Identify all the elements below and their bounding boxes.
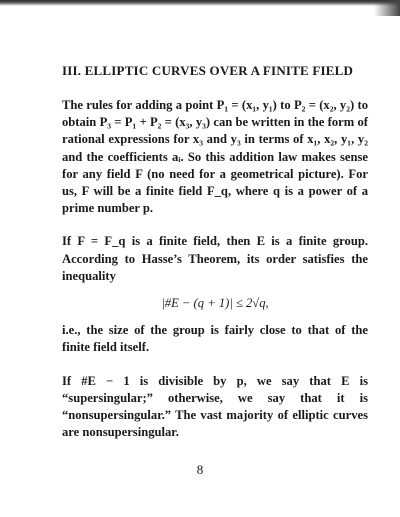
scan-corner-shadow (374, 0, 400, 16)
hasse-inequality: |#E − (q + 1)| ≤ 2√q, (161, 296, 269, 311)
paragraph-addition-law: The rules for adding a point P₁ = (x₁, y₁) to P₂ = (x₂, y₂) to obtain P₃ = P₁ + P₂ = (x₃, y₃) can be written in the form of rational expressions for x₃ and y₃ in terms of x₁, x₂, y₁, y₂ and the coefficients aᵢ. So this addition law makes sense for any field F (no need for a geometrical picture). For us, F will be a finite field F_q, where q is a power of a prime number p. (62, 98, 368, 216)
page-number: 8 (196, 462, 204, 477)
page-body (62, 62, 368, 457)
paragraph-supersingular: If #E − 1 is divisible by p, we say that E is “supersingular;” otherwise, we say that it is “nonsupersingular.” The vast majority of elliptic curves are nonsupersingular. (62, 373, 368, 440)
scan-edge-top (0, 0, 400, 6)
paragraph-group-size: i.e., the size of the group is fairly close to that of the finite field itself. (62, 323, 368, 355)
section-title: III. ELLIPTIC CURVES OVER A FINITE FIELD (62, 63, 354, 78)
paragraph-hasse-theorem: If F = F_q is a finite field, then E is a finite group. According to Hasse’s Theorem, its order satisfies the inequality (62, 234, 368, 283)
